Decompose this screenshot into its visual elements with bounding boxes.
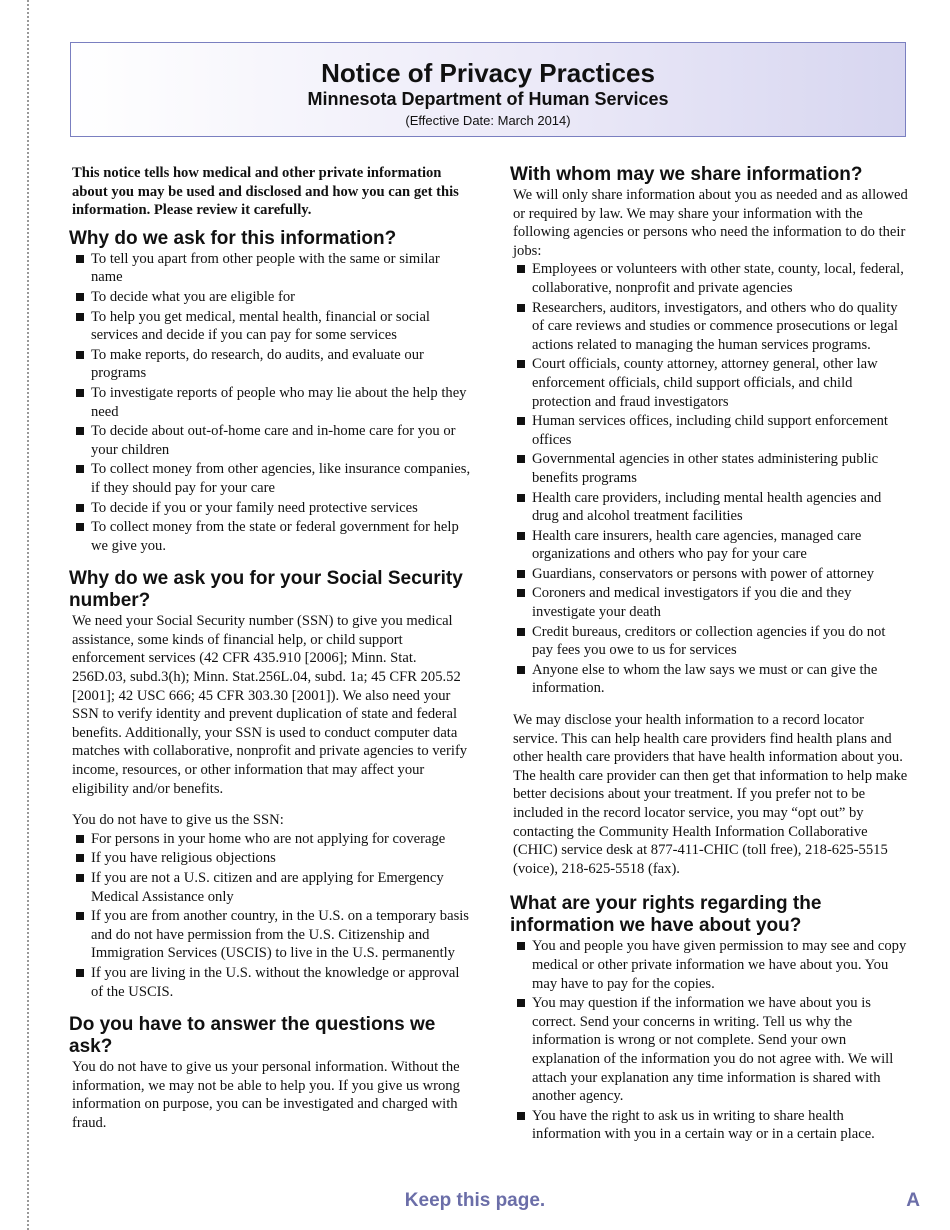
answer-body: You do not have to give us your personal information. Without the information, we may not be able to help you. If you give us wrong information on purpose, you can be investigated and charged with fraud.	[72, 1059, 460, 1131]
list-item: Credit bureaus, creditors or collection agencies if you do not pay fees you owe to us for services	[513, 623, 909, 660]
share-list	[513, 260, 909, 698]
keep-page-note: Keep this page.	[404, 1190, 546, 1211]
list-item: To make reports, do research, do audits, and evaluate our programs	[72, 346, 472, 383]
list-item: To tell you apart from other people with the same or similar name	[72, 250, 472, 287]
notice-header	[70, 42, 906, 137]
list-item: Employees or volunteers with other state, county, local, federal, collaborative, nonprofit and private agencies	[513, 260, 909, 297]
page-title: Notice of Privacy Practices	[321, 58, 655, 88]
why-ask-list	[72, 250, 472, 556]
answer-heading: Do you have to answer the questions we ask?	[69, 1014, 436, 1058]
list-item: You have the right to ask us in writing to share health information with you in a certain way or in a certain place.	[513, 1107, 909, 1144]
record-locator-text: We may disclose your health information to a record locator service. This can help health care providers find health plans and other health care providers that have health information about you. The health care provider can then get that information to help make better decisions about your treatment. If you prefer not to be included in the record locator service, you may “opt out” by contacting the Community Health Information Collaborative (CHIC) service desk at 877-411-CHIC (toll free), 218-625-5515 (voice), 218-625-5518 (fax).	[513, 712, 908, 877]
list-item: If you are living in the U.S. without the knowledge or approval of the USCIS.	[72, 964, 472, 1001]
right-column	[510, 164, 909, 1145]
share-body: We will only share information about you as needed and as allowed or required by law. We may share your information with the following agencies or persons who need the information to do their jobs:	[513, 187, 908, 259]
perforation-line	[27, 0, 29, 1230]
list-item: To decide if you or your family need protective services	[72, 499, 472, 518]
list-item: To help you get medical, mental health, financial or social services and decide if you can pay for some services	[72, 308, 472, 345]
list-item: Human services offices, including child support enforcement offices	[513, 412, 909, 449]
rights-heading: What are your rights regarding the information we have about you?	[510, 893, 822, 937]
list-item: Court officials, county attorney, attorney general, other law enforcement officials, child support officials, and child protection and fraud investigators	[513, 355, 909, 411]
left-column	[69, 164, 472, 1133]
page-subtitle: Minnesota Department of Human Services	[307, 89, 669, 109]
list-item: Health care providers, including mental health agencies and drug and alcohol treatment facilities	[513, 489, 909, 526]
list-item: To decide what you are eligible for	[72, 288, 472, 307]
list-item: For persons in your home who are not applying for coverage	[72, 830, 472, 849]
ssn-heading: Why do we ask you for your Social Security number?	[69, 568, 463, 612]
list-item: To collect money from the state or federal government for help we give you.	[72, 518, 472, 555]
ssn-exceptions-list	[72, 830, 472, 1001]
list-item: You and people you have given permission to may see and copy medical or other private information we have about you. You may have to pay for the copies.	[513, 937, 909, 993]
list-item: Governmental agencies in other states administering public benefits programs	[513, 450, 909, 487]
intro-text: This notice tells how medical and other private information about you may be used and disclosed and how you can get this information. Please review it carefully.	[72, 165, 459, 219]
page-letter: A	[906, 1190, 920, 1211]
list-item: If you have religious objections	[72, 849, 472, 868]
list-item: Anyone else to whom the law says we must or can give the information.	[513, 661, 909, 698]
list-item: To investigate reports of people who may lie about the help they need	[72, 384, 472, 421]
ssn-not-required-intro: You do not have to give us the SSN:	[72, 812, 284, 829]
effective-date: (Effective Date: March 2014)	[405, 113, 571, 128]
list-item: If you are from another country, in the U.S. on a temporary basis and do not have permission from the U.S. Citizenship and Immigration Services (USCIS) to live in the U.S. permanently	[72, 907, 472, 963]
list-item: Researchers, auditors, investigators, and others who do quality of care reviews and studies or commence prosecutions or legal actions related to managing the human services programs.	[513, 299, 909, 355]
list-item: Guardians, conservators or persons with power of attorney	[513, 565, 909, 584]
list-item: If you are not a U.S. citizen and are applying for Emergency Medical Assistance only	[72, 869, 472, 906]
list-item: Health care insurers, health care agencies, managed care organizations and others who pay for your care	[513, 527, 909, 564]
ssn-body: We need your Social Security number (SSN) to give you medical assistance, some kinds of financial help, or child support enforcement services (42 CFR 435.910 [2006]; Minn. Stat. 256D.03, subd.3(h); Minn. Stat.256L.04, subd. 1a; 45 CFR 205.52 [2001]; 42 USC 666; 45 CFR 303.30 [2001]). We also need your SSN to verify identity and prevent duplication of state and federal benefits. Additionally, your SSN is used to conduct computer data matches with collaborative, nonprofit and private agencies to verify income, resources, or other information that may affect your eligibility and/or benefits.	[72, 613, 468, 797]
list-item: Coroners and medical investigators if you die and they investigate your death	[513, 584, 909, 621]
list-item: To decide about out-of-home care and in-home care for you or your children	[72, 422, 472, 459]
list-item: To collect money from other agencies, like insurance companies, if they should pay for your care	[72, 460, 472, 497]
why-ask-heading: Why do we ask for this information?	[69, 227, 397, 249]
share-heading: With whom may we share information?	[510, 164, 863, 185]
list-item: You may question if the information we have about you is correct. Send your concerns in writing. Tell us why the information is wrong or not complete. Send your own explanation of the information you do not agree with. We will attach your explanation any time information is shared with another agency.	[513, 994, 909, 1106]
rights-list	[513, 937, 909, 1144]
